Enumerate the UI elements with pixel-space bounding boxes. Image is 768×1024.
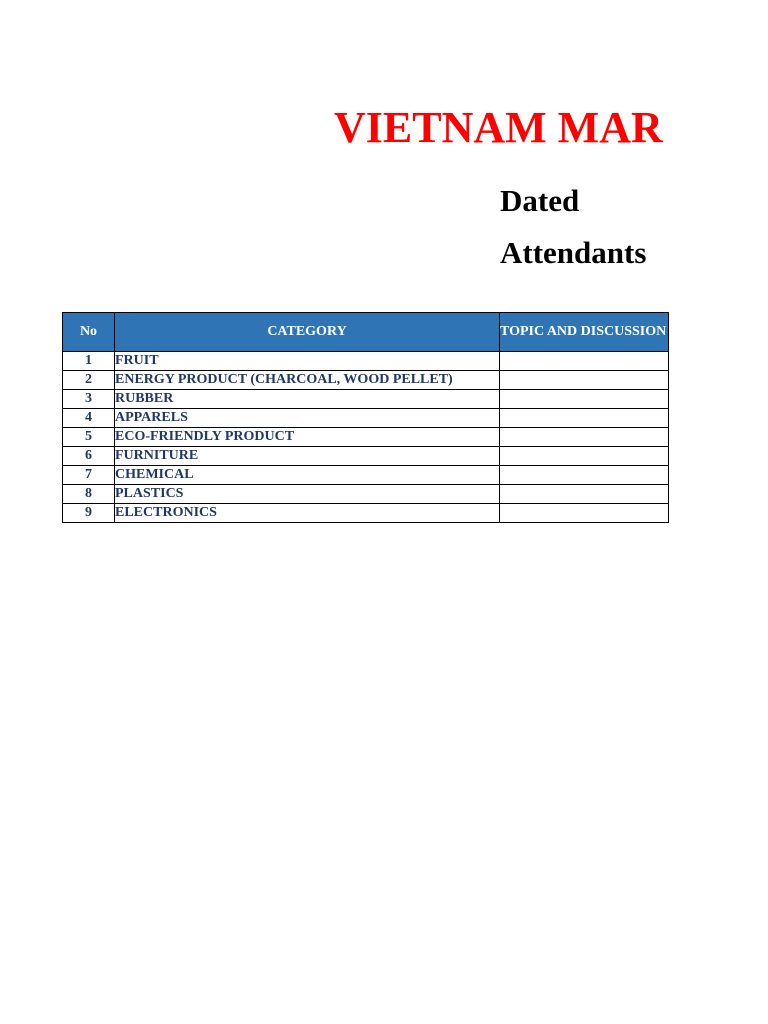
table-header-row [63, 313, 669, 352]
table-row [63, 447, 669, 466]
row-category: FRUIT [115, 352, 500, 371]
row-category: APPARELS [115, 409, 500, 428]
header-topic: TOPIC AND DISCUSSION POINT [500, 313, 669, 352]
header-no: No [63, 313, 115, 352]
attendants-label: Attendants [500, 235, 647, 270]
row-no: 9 [63, 504, 115, 523]
row-topic[interactable] [500, 466, 669, 485]
table-row [63, 371, 669, 390]
row-category: ENERGY PRODUCT (CHARCOAL, WOOD PELLET) [115, 371, 500, 390]
row-category: PLASTICS [115, 485, 500, 504]
row-no: 6 [63, 447, 115, 466]
row-topic[interactable] [500, 428, 669, 447]
row-topic[interactable] [500, 504, 669, 523]
table-row [63, 428, 669, 447]
row-no: 2 [63, 371, 115, 390]
row-category: FURNITURE [115, 447, 500, 466]
row-topic[interactable] [500, 352, 669, 371]
table-row [63, 352, 669, 371]
row-no: 5 [63, 428, 115, 447]
table-row [63, 390, 669, 409]
row-topic[interactable] [500, 447, 669, 466]
row-category: RUBBER [115, 390, 500, 409]
row-no: 3 [63, 390, 115, 409]
header-category: CATEGORY [115, 313, 500, 352]
row-topic[interactable] [500, 409, 669, 428]
row-topic[interactable] [500, 485, 669, 504]
table-row [63, 409, 669, 428]
row-category: ELECTRONICS [115, 504, 500, 523]
row-topic[interactable] [500, 390, 669, 409]
dated-label: Dated [500, 183, 580, 218]
row-no: 8 [63, 485, 115, 504]
row-topic[interactable] [500, 371, 669, 390]
row-category: ECO-FRIENDLY PRODUCT [115, 428, 500, 447]
document-title: VIETNAM MAR [334, 103, 663, 152]
row-no: 1 [63, 352, 115, 371]
table-row [63, 466, 669, 485]
table-row [63, 485, 669, 504]
row-category: CHEMICAL [115, 466, 500, 485]
row-no: 7 [63, 466, 115, 485]
row-no: 4 [63, 409, 115, 428]
table-row [63, 504, 669, 523]
category-table [62, 312, 715, 523]
